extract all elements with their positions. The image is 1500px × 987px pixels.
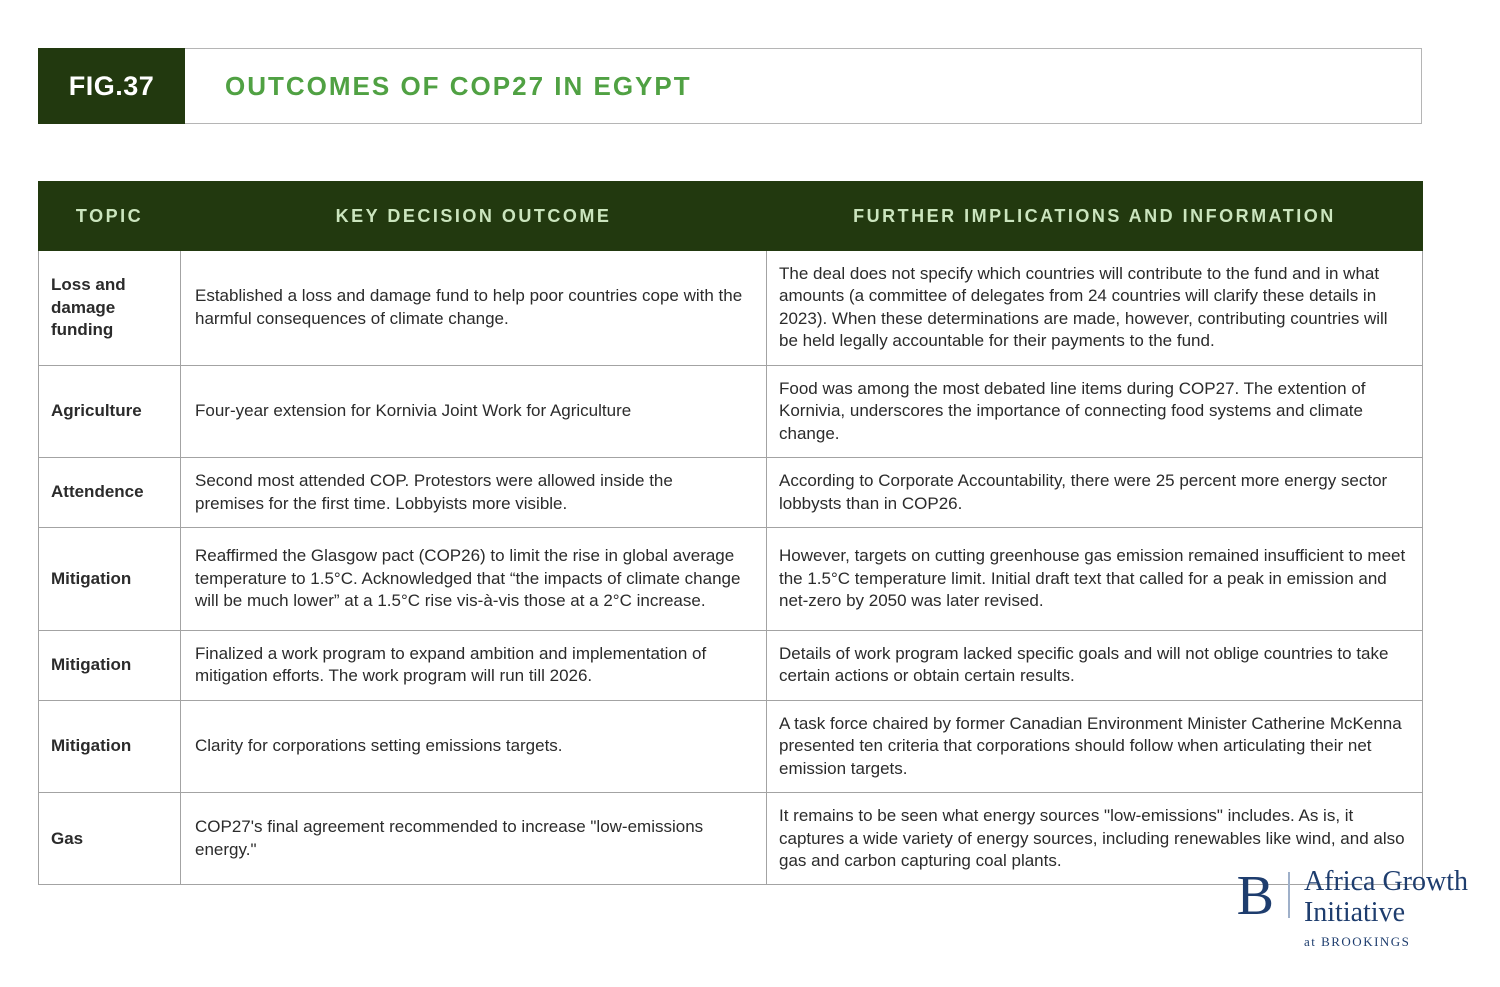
cell-decision: COP27's final agreement recommended to increase "low-emissions energy." bbox=[181, 793, 767, 885]
table-row bbox=[39, 793, 1423, 885]
column-header-key-decision: KEY DECISION OUTCOME bbox=[181, 182, 767, 251]
cell-implications: According to Corporate Accountability, there were 25 percent more energy sector lobbysts than in COP26. bbox=[767, 458, 1423, 528]
figure-title: OUTCOMES OF COP27 IN EGYPT bbox=[225, 70, 692, 101]
cell-implications: The deal does not specify which countries will contribute to the fund and in what amounts (a committee of delegates from 24 countries will clarify these details in 2023). When these determinations are made, however, contributing countries will be held legally accountable for their payments to the fund. bbox=[767, 251, 1423, 366]
logo-text-block bbox=[1290, 866, 1468, 950]
table-row bbox=[39, 700, 1423, 792]
cell-decision: Clarity for corporations setting emissions targets. bbox=[181, 700, 767, 792]
table-row bbox=[39, 251, 1423, 366]
cell-implications: Food was among the most debated line items during COP27. The extention of Kornivia, underscores the importance of connecting food systems and climate change. bbox=[767, 365, 1423, 457]
logo-org-line1: Africa Growth bbox=[1303, 866, 1468, 897]
figure-title-box bbox=[185, 48, 1422, 124]
cell-implications: It remains to be seen what energy sources "low-emissions" includes. As is, it captures a wide variety of energy sources, including renewables like wind, and also gas and carbon capturing coal plants. bbox=[767, 793, 1423, 885]
cell-decision: Four-year extension for Kornivia Joint Work for Agriculture bbox=[181, 365, 767, 457]
cell-decision: Reaffirmed the Glasgow pact (COP26) to limit the rise in global average temperature to 1.5°C. Acknowledged that “the impacts of climate change will be much lower” at a 1.5°C rise vis-à-vis those at a 2°C increase. bbox=[181, 527, 767, 630]
cell-topic: Loss and damage funding bbox=[39, 251, 181, 366]
cell-topic: Attendence bbox=[39, 458, 181, 528]
figure-number: FIG.37 bbox=[68, 70, 155, 101]
cell-topic: Gas bbox=[39, 793, 181, 885]
cell-decision: Finalized a work program to expand ambition and implementation of mitigation efforts. The work program will run till 2026. bbox=[181, 630, 767, 700]
table-header-row bbox=[39, 182, 1423, 251]
cell-implications: A task force chaired by former Canadian Environment Minister Catherine McKenna presented ten criteria that corporations should follow when articulating their net emission targets. bbox=[767, 700, 1423, 792]
table-row bbox=[39, 527, 1423, 630]
cell-implications: Details of work program lacked specific goals and will not oblige countries to take certain actions or obtain certain results. bbox=[767, 630, 1423, 700]
cell-topic: Mitigation bbox=[39, 700, 181, 792]
figure-header bbox=[38, 48, 1422, 124]
column-header-implications: FURTHER IMPLICATIONS AND INFORMATION bbox=[767, 182, 1423, 251]
figure-number-badge bbox=[38, 48, 185, 124]
cell-topic: Mitigation bbox=[39, 527, 181, 630]
cop27-outcomes-table bbox=[38, 181, 1423, 885]
cell-topic: Agriculture bbox=[39, 365, 181, 457]
brookings-logo bbox=[1237, 866, 1468, 950]
table-body bbox=[39, 251, 1423, 885]
table-header bbox=[39, 182, 1423, 251]
logo-org-line2: Initiative bbox=[1303, 897, 1406, 929]
table-row bbox=[39, 458, 1423, 528]
brookings-b-icon: B bbox=[1236, 865, 1274, 927]
table-row bbox=[39, 365, 1423, 457]
cell-implications: However, targets on cutting greenhouse gas emission remained insufficient to meet the 1.5°C temperature limit. Initial draft text that called for a peak in emission and net-zero by 2050 was later revised. bbox=[767, 527, 1423, 630]
table-row bbox=[39, 630, 1423, 700]
logo-subtitle: at BROOKINGS bbox=[1303, 933, 1411, 949]
column-header-topic: TOPIC bbox=[39, 182, 181, 251]
cell-decision: Second most attended COP. Protestors were allowed inside the premises for the first time. Lobbyists more visible. bbox=[181, 458, 767, 528]
cell-topic: Mitigation bbox=[39, 630, 181, 700]
cell-decision: Established a loss and damage fund to help poor countries cope with the harmful consequences of climate change. bbox=[181, 251, 767, 366]
